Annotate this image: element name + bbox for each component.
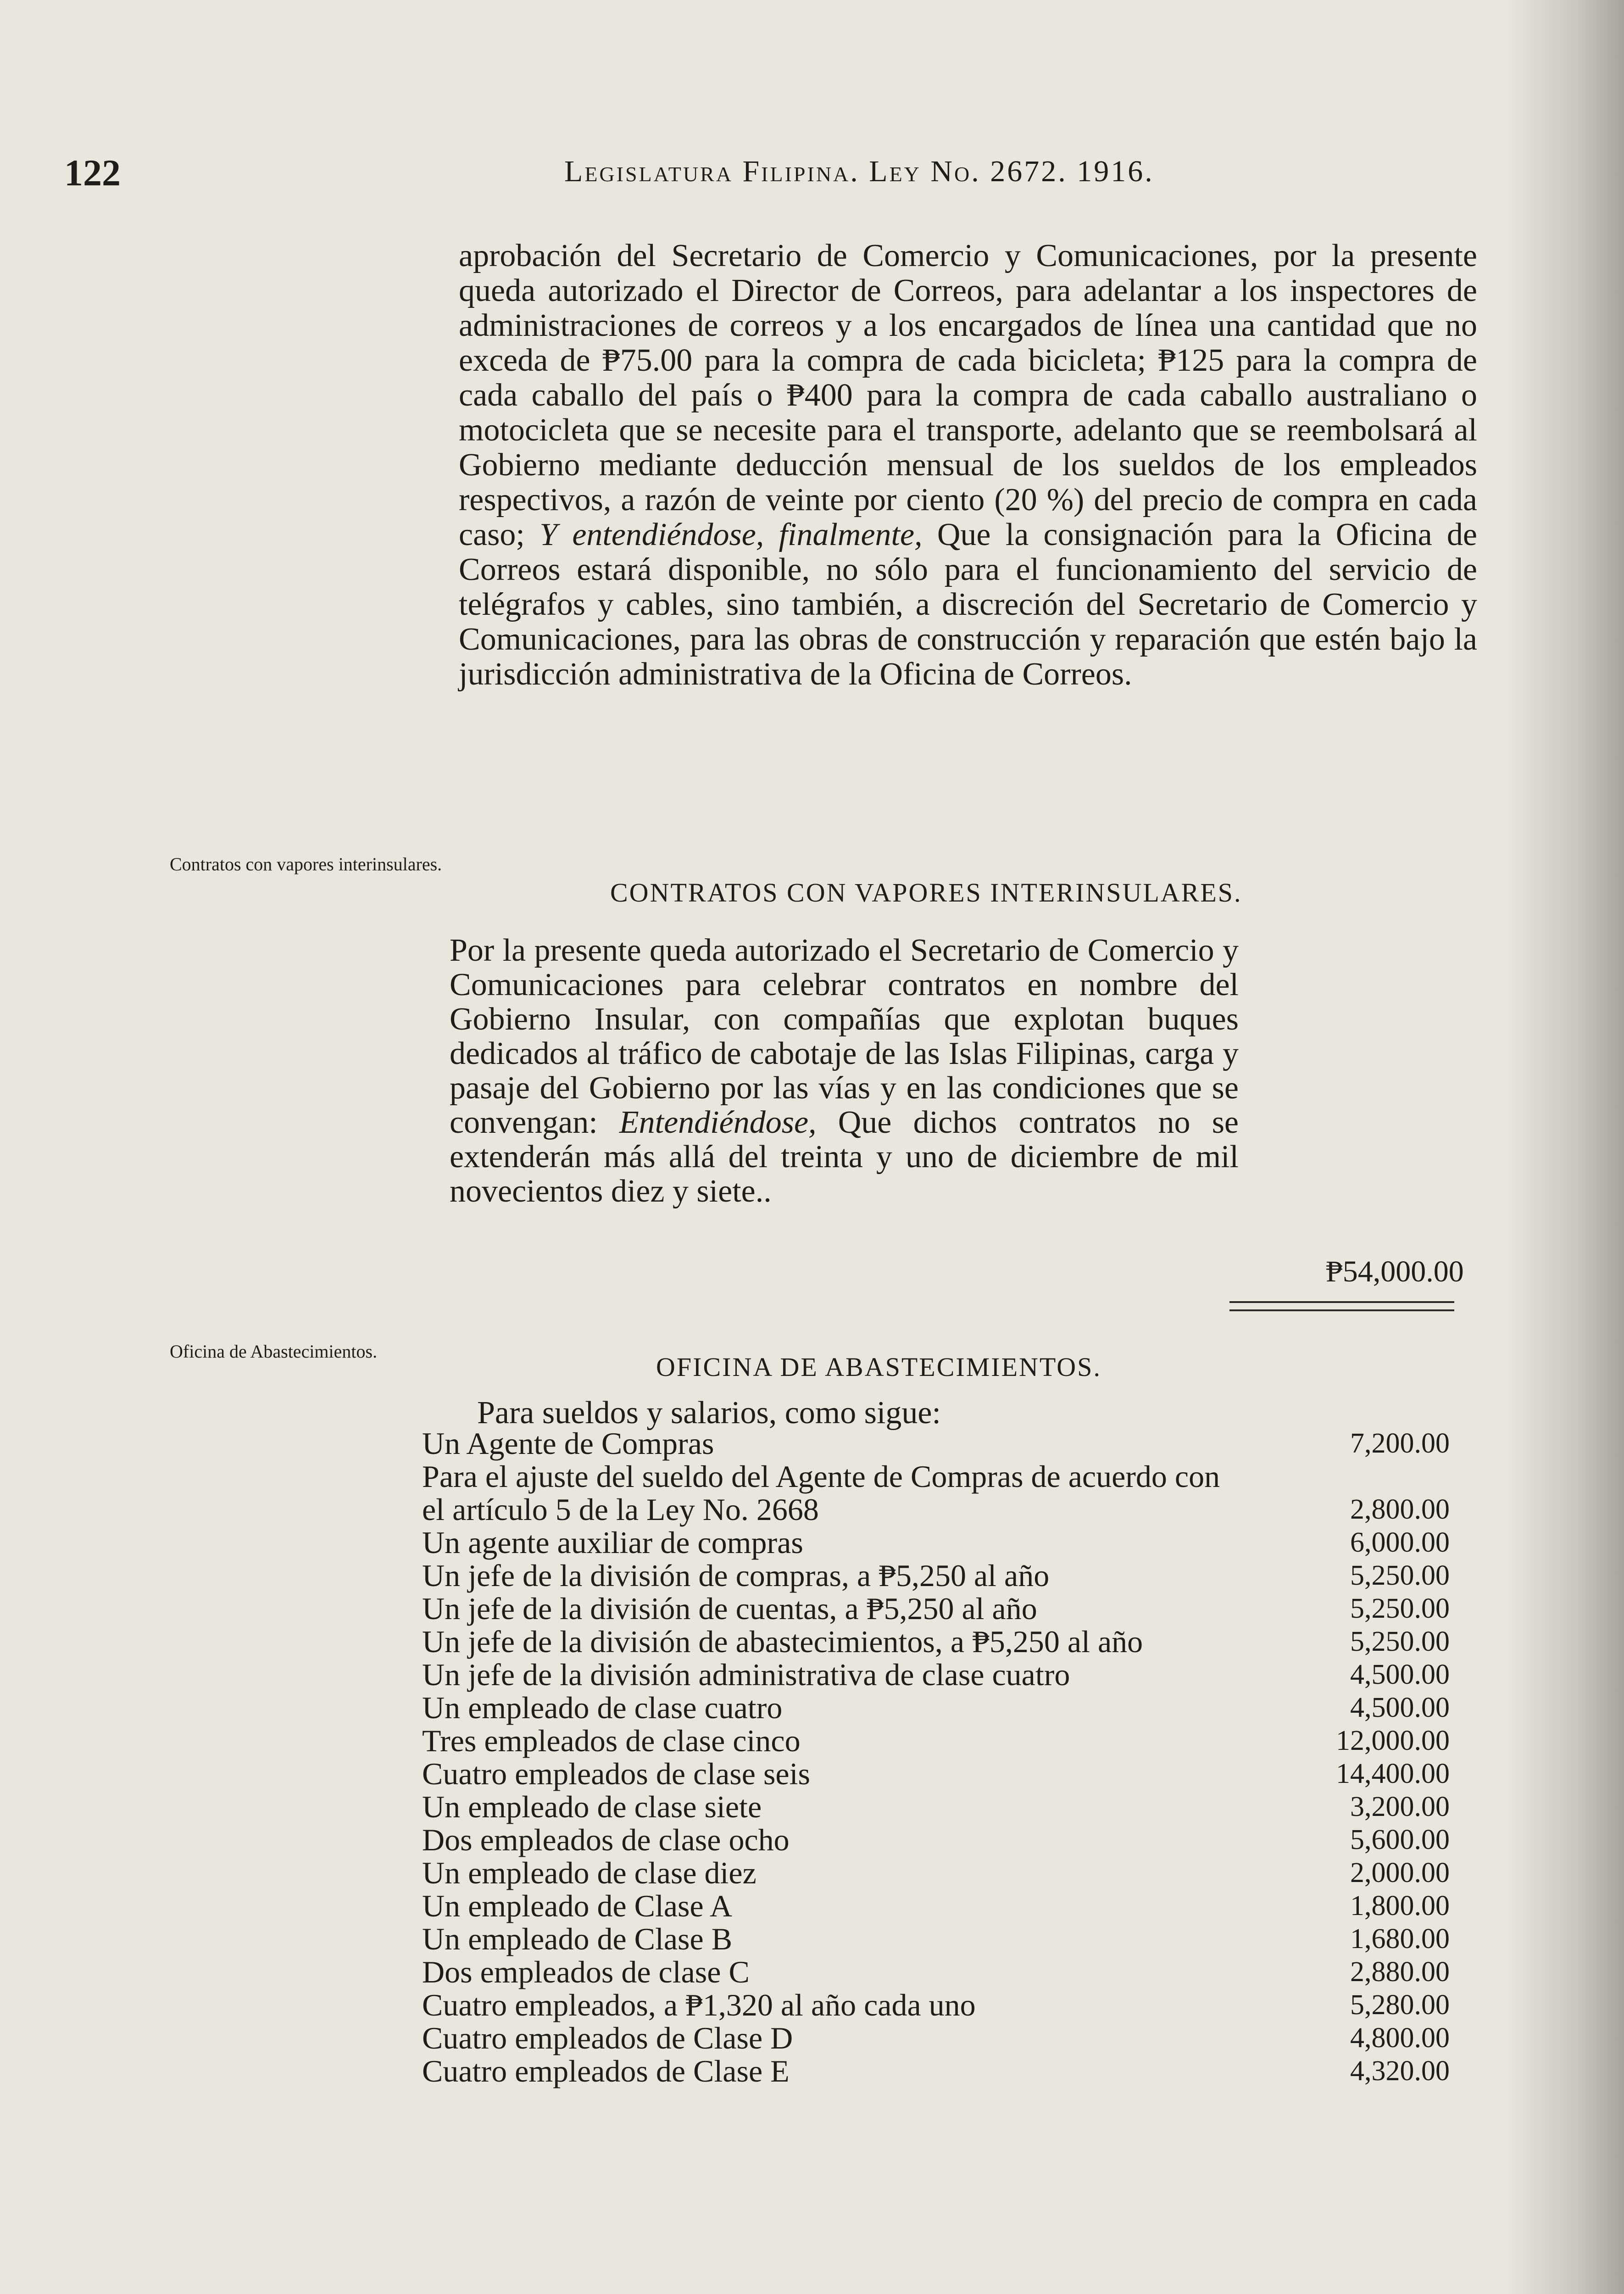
salary-item-description: Cuatro empleados, a ₱1,320 al año cada uno bbox=[422, 1988, 976, 2022]
salary-item-amount: 14,400.00 bbox=[1336, 1758, 1450, 1789]
salary-item-amount: 1,800.00 bbox=[1350, 1890, 1450, 1921]
contracts-amount: ₱54,000.00 bbox=[1326, 1255, 1464, 1288]
contracts-paragraph-text bbox=[450, 933, 1239, 1208]
salary-item-amount: 12,000.00 bbox=[1336, 1725, 1450, 1756]
salary-item-description: Un empleado de Clase A bbox=[422, 1888, 733, 1923]
salary-item-amount: 4,320.00 bbox=[1350, 2055, 1450, 2087]
salary-item-description: Un empleado de clase siete bbox=[422, 1789, 762, 1824]
salary-item-row bbox=[422, 2021, 1459, 2055]
salary-item-row bbox=[422, 1988, 1459, 2021]
top-paragraph-italic: Y entendiéndose, finalmente, bbox=[539, 517, 923, 552]
contracts-paragraph bbox=[450, 933, 1239, 1208]
salary-item-amount: 4,500.00 bbox=[1350, 1659, 1450, 1690]
salary-item-row bbox=[422, 1625, 1459, 1658]
salary-item-row bbox=[422, 1724, 1459, 1757]
salary-item-description: Cuatro empleados de Clase E bbox=[422, 2054, 790, 2088]
double-rule bbox=[1229, 1301, 1454, 1311]
salary-item-amount: 5,600.00 bbox=[1350, 1824, 1450, 1855]
margin-note-supplies: Oficina de Abastecimientos. bbox=[170, 1341, 378, 1362]
salary-item-description: Dos empleados de clase ocho bbox=[422, 1822, 790, 1857]
salary-item-row bbox=[422, 1427, 1459, 1460]
salary-item-row bbox=[422, 2055, 1459, 2088]
heading-supplies: OFICINA DE ABASTECIMIENTOS. bbox=[656, 1352, 1101, 1382]
contracts-text-part2: Que dichos contratos no se extenderán más allá del treinta y uno de diciembre de mil novecientos diez y siete.. bbox=[450, 1105, 1239, 1209]
salary-item-description: Un empleado de clase cuatro bbox=[422, 1690, 783, 1725]
salary-item-description: Un agente auxiliar de compras bbox=[422, 1525, 803, 1560]
salary-item-description: Para el ajuste del sueldo del Agente de Compras de acuerdo con el artículo 5 de la Ley No. 2668 bbox=[422, 1459, 1220, 1527]
salary-item-description: Un jefe de la división administrativa de clase cuatro bbox=[422, 1657, 1070, 1692]
salary-items-list bbox=[422, 1427, 1459, 2088]
salary-item-amount: 4,500.00 bbox=[1350, 1692, 1450, 1723]
running-head: Legislatura Filipina. Ley No. 2672. 1916. bbox=[564, 155, 1154, 188]
salary-item-amount: 2,800.00 bbox=[1350, 1494, 1450, 1525]
salary-item-description: Un jefe de la división de cuentas, a ₱5,250 al año bbox=[422, 1591, 1037, 1626]
salary-item-description: Cuatro empleados de clase seis bbox=[422, 1756, 810, 1791]
salary-item-row bbox=[422, 1526, 1459, 1559]
top-paragraph bbox=[459, 239, 1477, 692]
salary-item-description: Un Agente de Compras bbox=[422, 1426, 714, 1461]
page-header bbox=[64, 151, 1418, 202]
top-paragraph-part2: Que la consignación para la Oficina de Correos estará disponible, no sólo para el funcionamiento del servicio de telégrafos y cables, sino también, a discreción del Secretario de Comercio y Comunicaciones, para las obras de construcción y reparación que estén bajo la jurisdicción administrativa de la Oficina de Correos. bbox=[459, 517, 1477, 692]
salary-item-row bbox=[422, 1592, 1459, 1625]
top-paragraph-text bbox=[459, 239, 1477, 692]
salary-item-description: Un empleado de clase diez bbox=[422, 1855, 756, 1890]
salary-item-amount: 2,880.00 bbox=[1350, 1956, 1450, 1988]
contracts-text-italic: Entendiéndose, bbox=[619, 1105, 817, 1140]
margin-note-contracts: Contratos con vapores interinsulares. bbox=[170, 854, 442, 874]
salary-item-amount: 7,200.00 bbox=[1350, 1428, 1450, 1459]
salary-item-description: Cuatro empleados de Clase D bbox=[422, 2021, 793, 2055]
salary-item-row bbox=[422, 1658, 1459, 1691]
page-edge-shadow bbox=[1505, 0, 1624, 2294]
salary-item-row bbox=[422, 1790, 1459, 1823]
contracts-text-part1: Por la presente queda autorizado el Secretario de Comercio y Comunicaciones para celebrar contratos en nombre del Gobierno Insular, con compañías que explotan buques dedicados al tráfico de cabotaje de las Islas Filipinas, carga y pasaje del Gobierno por las vías y en las condiciones que se convengan: bbox=[450, 933, 1239, 1140]
salary-item-amount: 5,250.00 bbox=[1350, 1626, 1450, 1657]
salary-item-amount: 3,200.00 bbox=[1350, 1791, 1450, 1822]
salary-item-description: Un jefe de la división de abastecimientos, a ₱5,250 al año bbox=[422, 1624, 1143, 1659]
salary-item-description: Dos empleados de clase C bbox=[422, 1954, 750, 1989]
salary-item-row bbox=[422, 1823, 1459, 1856]
supplies-intro: Para sueldos y salarios, como sigue: bbox=[477, 1395, 941, 1431]
salary-item-row bbox=[422, 1559, 1459, 1592]
salary-item-amount: 6,000.00 bbox=[1350, 1527, 1450, 1558]
salary-item-row bbox=[422, 1460, 1459, 1526]
salary-item-row bbox=[422, 1757, 1459, 1790]
salary-item-amount: 1,680.00 bbox=[1350, 1923, 1450, 1954]
salary-item-row bbox=[422, 1922, 1459, 1955]
top-paragraph-part1: aprobación del Secretario de Comercio y Comunicaciones, por la presente queda autorizado el Director de Correos, para adelantar a los inspectores de administraciones de correos y a los encargados de línea una cantidad que no exceda de ₱75.00 para la compra de cada bicicleta; ₱125 para la compra de cada caballo del país o ₱400 para la compra de cada caballo australiano o motocicleta que se necesite para el transporte, adelanto que se reembolsará al Gobierno mediante deducción mensual de los sueldos de los empleados respectivos, a razón de veinte por ciento (20 %) del precio de compra en cada caso; bbox=[459, 238, 1477, 552]
salary-item-amount: 2,000.00 bbox=[1350, 1857, 1450, 1888]
salary-item-description: Tres empleados de clase cinco bbox=[422, 1723, 801, 1758]
salary-item-description: Un jefe de la división de compras, a ₱5,250 al año bbox=[422, 1558, 1050, 1593]
salary-item-amount: 4,800.00 bbox=[1350, 2022, 1450, 2054]
salary-item-row bbox=[422, 1955, 1459, 1988]
page-number: 122 bbox=[64, 152, 121, 194]
heading-contracts: CONTRATOS CON VAPORES INTERINSULARES. bbox=[610, 878, 1242, 908]
salary-item-amount: 5,250.00 bbox=[1350, 1560, 1450, 1591]
salary-item-row bbox=[422, 1856, 1459, 1889]
salary-item-amount: 5,280.00 bbox=[1350, 1989, 1450, 2021]
salary-item-amount: 5,250.00 bbox=[1350, 1593, 1450, 1624]
salary-item-description: Un empleado de Clase B bbox=[422, 1921, 733, 1956]
salary-item-row bbox=[422, 1889, 1459, 1922]
salary-item-row bbox=[422, 1691, 1459, 1724]
